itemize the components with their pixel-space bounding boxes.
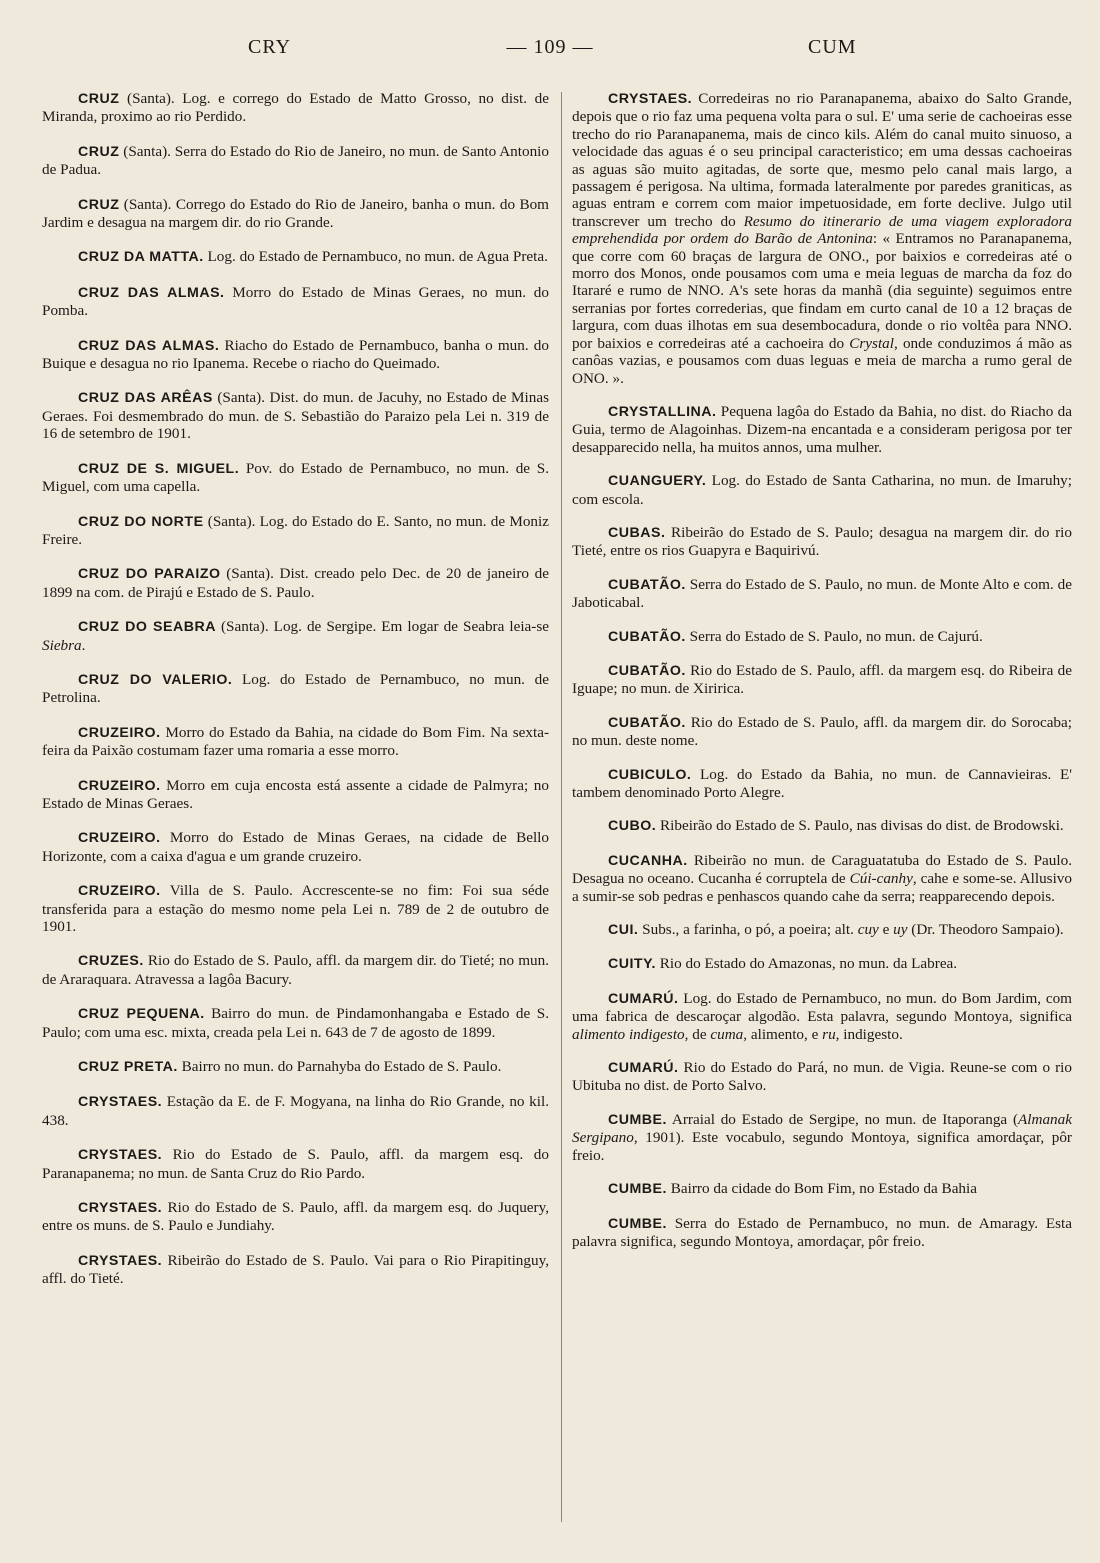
entry-headword: CUBATÃO. xyxy=(608,576,686,593)
entry-text: , cahe e some-se. Allusivo a sumir-se sob pedras e penhascos quando cahe da serra; reapparecendo depois. xyxy=(572,870,1072,905)
entry-text: Riacho do Estado de Pernambuco, banha o mun. do Buique e desagua no rio Ipanema. Recebe o riacho do Queimado. xyxy=(42,336,549,373)
entry-headword: CUBATÃO. xyxy=(608,714,686,731)
dictionary-entry xyxy=(572,1180,1072,1198)
entry-headword: CRYSTAES. xyxy=(78,1147,163,1164)
entry-headword: CUANGUERY. xyxy=(608,473,707,490)
entry-text: Bairro do mun. de Pindamonhangaba e Estado de S. Paulo; com uma esc. mixta, creada pela Lei n. 643 de 7 de agosto de 1899. xyxy=(42,1005,549,1041)
entry-text: , onde conduzimos á mão as canôas vazias, e pousamos com duas leguas e meia de marcha a rumo geral de ONO. ». xyxy=(572,334,1072,387)
entry-headword: CRUZEIRO. xyxy=(78,724,161,741)
entry-text: (Dr. Theodoro Sampaio). xyxy=(907,921,1064,939)
dictionary-entry xyxy=(42,1146,549,1182)
entry-text: Log. do Estado de Pernambuco, no mun. do Bom Jardim, com uma fabrica de descaroçar algodão. Esta palavra, segundo Montoya, significa xyxy=(572,989,1072,1026)
dictionary-entry xyxy=(42,337,549,373)
entry-headword: CRUZ xyxy=(78,196,120,213)
dictionary-entry xyxy=(572,1059,1072,1095)
entry-text: Corredeiras no rio Paranapanema, abaixo do Salto Grande, depois que o rio faz uma pequena volta para o sul. E' uma serie de cachoeiras esse trecho do rio Paranapanema, mais de cinco kils. Além do canal muito sinuoso, a velocidade das aguas é o seu principal caracteristico; em uma dessas cachoeiras as aguas são muito agitadas, de sorte que, mesmo pelo canal mais largo, a passagem é perigosa. Na ultima, formada lateralmente por paredes graniticas, as aguas entram e correm com maior impetuosidade, em forte declive. Julgo util transcrever um trecho do xyxy=(572,90,1072,230)
entry-text: Rio do Estado do Pará, no mun. de Vigia. Reune-se com o rio Ubituba no dist. de Porto Salvo. xyxy=(572,1059,1072,1095)
dictionary-entry xyxy=(572,524,1072,560)
entry-text: Ribeirão no mun. de Caraguatatuba do Estado de S. Paulo. Desagua no oceano. Cucanha é corruptela de xyxy=(572,851,1072,888)
entry-text: , 1901). Este vocabulo, segundo Montoya, significa amordaçar, pôr freio. xyxy=(572,1129,1072,1164)
entry-text: Log. do Estado de Santa Catharina, no mun. de Imaruhy; com escola. xyxy=(572,472,1072,508)
entry-text: (Santa). Dist. creado pelo Dec. de 20 de janeiro de 1899 na com. de Pirajú e Estado de S. Paulo. xyxy=(42,565,549,601)
dictionary-entry xyxy=(42,460,549,496)
entry-text: Rio do Estado de S. Paulo, affl. da margem dir. do Tieté; no mun. de Araraquara. Atravessa a lagôa Bacury. xyxy=(42,952,549,988)
entry-text: : « Entramos no Paranapanema, que corre com 60 braças de largura de ONO., por baixios e corredeiras até o morro dos Monos, onde pousamos com uma e meia leguas de marcha da foz do Itararé e rumo de NNO. A's sete horas da manhã (dia seguinte) seguimos entre serranias por fortes correderias, que findam em curto canal de 10 a 12 braças de largura, com duas ilhotas em sua desembocadura, donde o rio voltêa para NNO. por baixios e corredeiras até a cachoeira do xyxy=(572,230,1072,352)
dictionary-entry xyxy=(572,817,1072,835)
dictionary-entry xyxy=(572,1215,1072,1251)
dictionary-entry xyxy=(572,714,1072,750)
dictionary-entry xyxy=(42,196,549,232)
entry-text: Pequena lagôa do Estado da Bahia, no dist. do Riacho da Guia, termo de Alagoinhas. Dizem-na encantada e a consideram perigosa por ter desapparecido nella, ha muitos annos, uma mulher. xyxy=(572,402,1072,456)
dictionary-entry xyxy=(42,671,549,707)
entry-italic: Crystal xyxy=(849,334,894,352)
left-column xyxy=(42,90,549,1305)
dictionary-entry xyxy=(42,389,549,442)
dictionary-entry xyxy=(42,1005,549,1041)
entry-text: Log. do Estado de Pernambuco, no mun. de Petrolina. xyxy=(42,670,549,707)
entry-headword: CRUZEIRO. xyxy=(78,883,161,900)
entry-text: Ribeirão do Estado de S. Paulo, nas divisas do dist. de Brodowski. xyxy=(656,817,1064,835)
entry-text: Morro em cuja encosta está assente a cidade de Palmyra; no Estado de Minas Geraes. xyxy=(42,776,549,812)
entry-headword: CUMARÚ. xyxy=(608,990,679,1007)
page-number: — 109 — xyxy=(506,36,594,58)
entry-text: Ribeirão do Estado de S. Paulo. Vai para o Rio Pirapitinguy, affl. do Tieté. xyxy=(42,1251,549,1288)
dictionary-entry xyxy=(572,921,1072,939)
entry-headword: CUI. xyxy=(608,922,639,939)
dictionary-entry xyxy=(572,628,1072,646)
entry-text: Rio do Estado do Amazonas, no mun. da Labrea. xyxy=(655,955,958,973)
entry-text: Ribeirão do Estado de S. Paulo; desagua na margem dir. do rio Tieté, entre os rios Guapyra e Baquirivú. xyxy=(572,523,1072,560)
entry-text: Morro do Estado da Bahia, na cidade do Bom Fim. Na sexta-feira da Paixão costumam fazer uma romaria a esse morro. xyxy=(42,723,549,760)
entry-headword: CRUZ PEQUENA. xyxy=(78,1006,205,1023)
entry-headword: CRYSTAES. xyxy=(78,1094,163,1111)
dictionary-entry xyxy=(42,882,549,935)
entry-italic: uy xyxy=(893,921,908,939)
entry-headword: CUMBE. xyxy=(608,1181,667,1198)
dictionary-entry xyxy=(572,1111,1072,1164)
entry-italic: cuma xyxy=(710,1025,744,1043)
entry-headword: CRUZES. xyxy=(78,953,144,970)
entry-text: Subs., a farinha, o pó, a poeira; alt. xyxy=(638,921,858,939)
dictionary-entry xyxy=(42,1199,549,1235)
entry-italic: cuy xyxy=(857,921,879,939)
dictionary-entry xyxy=(572,403,1072,456)
entry-italic: Cúi-canhy xyxy=(849,870,913,888)
entry-headword: CRUZ DO SEABRA xyxy=(78,619,216,636)
entry-headword: CRUZ DO NORTE xyxy=(78,513,204,530)
entry-headword: CRUZ DO VALERIO. xyxy=(78,671,233,688)
dictionary-entry xyxy=(42,618,549,654)
entry-text: . xyxy=(81,636,86,654)
entry-headword: CRYSTAES. xyxy=(608,91,693,107)
entry-headword: CRUZEIRO. xyxy=(78,830,161,847)
entry-headword: CUBICULO. xyxy=(608,766,692,783)
entry-text: , indigesto. xyxy=(835,1025,903,1043)
entry-headword: CUMARÚ. xyxy=(608,1060,679,1077)
header-right-guide-word: CUM xyxy=(808,36,857,58)
dictionary-entry xyxy=(572,955,1072,973)
entry-headword: CRUZ PRETA. xyxy=(78,1059,178,1076)
dictionary-entry xyxy=(42,1252,549,1288)
entry-text: Rio do Estado de S. Paulo, affl. da margem esq. do Juquery, entre os muns. de S. Paulo e Jundiahy. xyxy=(42,1199,549,1235)
dictionary-entry xyxy=(42,248,549,266)
entry-italic: ru xyxy=(822,1025,836,1043)
dictionary-entry xyxy=(42,284,549,320)
entry-text: Estação da E. de F. Mogyana, na linha do Rio Grande, no kil. 438. xyxy=(42,1093,549,1129)
entry-text: Bairro no mun. do Parnahyba do Estado de S. Paulo. xyxy=(177,1058,502,1076)
dictionary-entry xyxy=(572,662,1072,698)
entry-headword: CRYSTALLINA. xyxy=(608,403,717,420)
entry-headword: CUBO. xyxy=(608,818,657,835)
entry-headword: CUBAS. xyxy=(608,524,666,541)
entry-headword: CRUZ xyxy=(78,143,120,160)
entry-text: (Santa). Log. de Sergipe. Em logar de Seabra leia-se xyxy=(215,618,549,636)
entry-text: (Santa). Dist. do mun. de Jacuhy, no Estado de Minas Geraes. Foi desmembrado do mun. de S. Sebastião do Paraizo pela Lei n. 319 de 16 de setembro de 1901. xyxy=(42,389,549,443)
dictionary-entry xyxy=(572,90,1072,387)
dictionary-entry xyxy=(42,513,549,549)
entry-headword: CRUZ DA MATTA. xyxy=(78,249,204,266)
dictionary-entry xyxy=(572,766,1072,802)
dictionary-entry xyxy=(572,990,1072,1043)
entry-headword: CRUZ DAS ALMAS. xyxy=(78,337,220,354)
dictionary-entry xyxy=(42,952,549,988)
column-divider xyxy=(561,92,562,1522)
entry-text: Bairro da cidade do Bom Fim, no Estado da Bahia xyxy=(666,1180,977,1198)
entry-text: Serra do Estado de S. Paulo, no mun. de Cajurú. xyxy=(685,627,983,645)
entry-text: Serra do Estado de S. Paulo, no mun. de Monte Alto e com. de Jaboticabal. xyxy=(572,575,1072,612)
entry-text: (Santa). Log. e corrego do Estado de Matto Grosso, no dist. de Miranda, proximo ao rio Perdido. xyxy=(42,90,549,126)
dictionary-entry xyxy=(42,1058,549,1076)
entry-text: Serra do Estado de Pernambuco, no mun. de Amaragy. Esta palavra significa, segundo Montoya, amordaçar, pôr freio. xyxy=(572,1214,1072,1250)
entry-text: Morro do Estado de Minas Geraes, no mun. do Pomba. xyxy=(42,283,549,320)
entry-headword: CUITY. xyxy=(608,956,656,973)
entry-headword: CRUZ DE S. MIGUEL. xyxy=(78,460,240,477)
dictionary-entry xyxy=(572,472,1072,508)
dictionary-entry xyxy=(42,829,549,865)
entry-text: Log. do Estado da Bahia, no mun. de Cannavieiras. E' tambem denominado Porto Alegre. xyxy=(572,765,1072,801)
entry-headword: CRYSTAES. xyxy=(78,1252,163,1269)
entry-text: Villa de S. Paulo. Accrescente-se no fim: Foi sua séde transferida para a estação do mesmo nome pela Lei n. 789 de 2 de outubro de 1901. xyxy=(42,882,549,935)
entry-text: Arraial do Estado de Sergipe, no mun. de Itaporanga ( xyxy=(666,1110,1018,1128)
entry-text: (Santa). Log. do Estado do E. Santo, no mun. de Moniz Freire. xyxy=(42,512,549,548)
entry-italic: Siebra xyxy=(42,636,82,654)
entry-headword: CUBATÃO. xyxy=(608,662,686,679)
dictionary-entry xyxy=(42,565,549,601)
entry-italic: Almanak Sergipano xyxy=(572,1110,1072,1147)
entry-text: (Santa). Corrego do Estado do Rio de Janeiro, banha o mun. do Bom Jardim e desagua na margem dir. do rio Grande. xyxy=(42,195,549,232)
entry-headword: CUMBE. xyxy=(608,1215,667,1232)
dictionary-entry xyxy=(42,90,549,126)
entry-text: Rio do Estado de S. Paulo, affl. da margem esq. do Ribeira de Iguape; no mun. de Xiririca. xyxy=(572,661,1072,698)
dictionary-entry xyxy=(42,777,549,813)
right-column xyxy=(572,90,1072,1266)
entry-headword: CRUZ DO PARAIZO xyxy=(78,566,221,583)
entry-headword: CRYSTAES. xyxy=(78,1200,163,1217)
entry-headword: CUBATÃO. xyxy=(608,628,686,645)
dictionary-entry xyxy=(42,724,549,760)
entry-headword: CRUZ DAS ALMAS. xyxy=(78,284,225,301)
entry-text: , de xyxy=(684,1025,711,1043)
dictionary-entry xyxy=(42,1093,549,1129)
dictionary-entry xyxy=(572,576,1072,612)
entry-text: Rio do Estado de S. Paulo, affl. da margem esq. do Paranapanema; no mun. de Santa Cruz do Rio Pardo. xyxy=(42,1146,549,1182)
entry-headword: CRUZ xyxy=(78,91,120,107)
entry-text: (Santa). Serra do Estado do Rio de Janeiro, no mun. de Santo Antonio de Padua. xyxy=(42,142,549,179)
entry-text: , alimento, e xyxy=(743,1025,823,1043)
entry-text: Rio do Estado de S. Paulo, affl. da margem dir. do Sorocaba; no mun. deste nome. xyxy=(572,713,1072,750)
entry-headword: CUCANHA. xyxy=(608,852,688,869)
entry-text: e xyxy=(878,921,894,939)
header-left-guide-word: CRY xyxy=(248,36,292,58)
dictionary-entry xyxy=(42,143,549,179)
entry-text: Log. do Estado de Pernambuco, no mun. de Agua Preta. xyxy=(203,248,548,266)
entry-italic: Resumo do itinerario de uma viagem exploradora emprehendida por ordem do Barão de Antonina xyxy=(572,212,1072,248)
dictionary-entry xyxy=(572,852,1072,905)
entry-headword: CRUZEIRO. xyxy=(78,777,161,794)
entry-text: Pov. do Estado de Pernambuco, no mun. de S. Miguel, com uma capella. xyxy=(42,459,549,496)
entry-italic: alimento indigesto xyxy=(572,1025,685,1043)
entry-headword: CUMBE. xyxy=(608,1111,667,1128)
entry-text: Morro do Estado de Minas Geraes, na cidade de Bello Horizonte, com a caixa d'agua e um grande cruzeiro. xyxy=(42,829,549,865)
page-header xyxy=(0,36,1100,70)
entry-headword: CRUZ DAS ARÊAS xyxy=(78,390,213,407)
